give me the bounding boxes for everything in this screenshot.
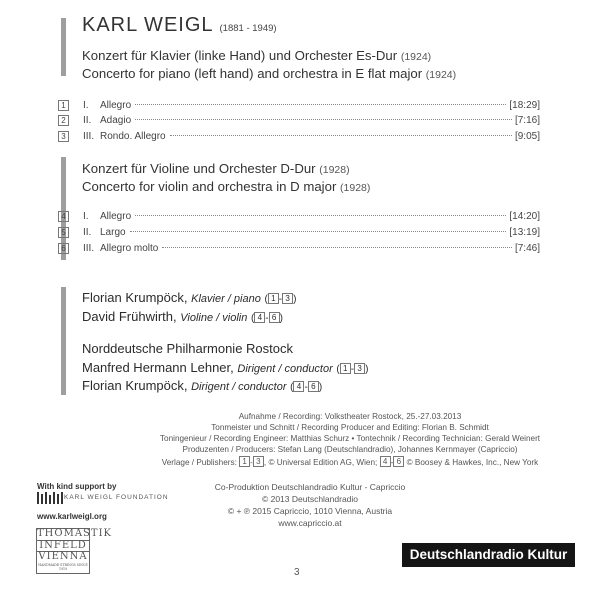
work2-title-en: Concerto for violin and orchestra in D major (1928) <box>82 179 371 194</box>
track-ref-start: 4 <box>380 456 391 467</box>
leader-dots <box>135 214 506 216</box>
leader-dots <box>135 103 506 105</box>
thomastik-logo: THOMASTIK INFELD VIENNA HANDMADE STRINGS SINCE 1919 <box>36 528 90 574</box>
track-ref-start: 1 <box>268 293 279 304</box>
performer-name: Florian Krumpöck <box>82 378 184 393</box>
performer-role: Dirigent / conductor <box>237 363 333 375</box>
leader-dots <box>135 118 512 120</box>
track-duration: [13:19] <box>509 227 540 238</box>
foundation-url: www.karlweigl.org <box>37 512 107 521</box>
track-ref-start: 1 <box>239 456 250 467</box>
track-duration: [18:29] <box>509 100 540 111</box>
credit-publishers: Verlage / Publishers: 1 - 3 , © Universal Edition AG, Wien; 4 - 6 © Boosey & Hawkes, Inc., New York <box>161 457 539 467</box>
leader-dots <box>130 230 507 232</box>
track-ref-end: 3 <box>354 363 365 374</box>
coproduction-line: Co-Produktion Deutschlandradio Kultur - Capriccio <box>214 482 406 492</box>
soloist-line: David Frühwirth, Violine / violin ( 4 - 6 ) <box>82 309 283 324</box>
phonogram-line: © + ℗ 2015 Capriccio, 1010 Vienna, Austria <box>227 506 393 516</box>
track-number: 6 <box>58 243 69 254</box>
track-ref-end: 6 <box>269 312 280 323</box>
composer-years: (1881 - 1949) <box>219 23 277 34</box>
track-duration: [7:46] <box>514 243 540 254</box>
performer-name: Manfred Hermann Lehner <box>82 360 231 375</box>
track-number: 1 <box>58 100 69 111</box>
track-movement: III. <box>83 243 95 254</box>
track-number: 4 <box>58 211 69 222</box>
track-duration: [7:16] <box>514 115 540 126</box>
track-duration: [14:20] <box>509 211 540 222</box>
track-row <box>58 100 540 114</box>
support-label: With kind support by <box>37 482 117 491</box>
leader-dots <box>162 246 512 248</box>
performers-bar <box>61 287 66 395</box>
track-ref-start: 1 <box>340 363 351 374</box>
foundation-logo-icon <box>37 492 63 504</box>
performer-role: Violine / violin <box>180 312 248 324</box>
track-ref-end: 3 <box>253 456 264 467</box>
track-title: Adagio <box>100 115 132 126</box>
track-number: 3 <box>58 131 69 142</box>
copyright-line: © 2013 Deutschlandradio <box>261 494 359 504</box>
track-ref-end: 6 <box>308 381 319 392</box>
performer-role: Klavier / piano <box>191 293 261 305</box>
header-bar <box>61 18 66 76</box>
broadcaster-logo: Deutschlandradio Kultur <box>402 543 575 567</box>
track-title: Allegro <box>100 211 132 222</box>
credit-recording: Aufnahme / Recording: Volkstheater Rostock, 25.-27.03.2013 <box>238 412 462 421</box>
soloist-line: Florian Krumpöck, Klavier / piano ( 1 - 3 ) <box>82 290 297 305</box>
work2-title-de: Konzert für Violine und Orchester D-Dur (1928) <box>82 161 350 176</box>
track-title: Allegro <box>100 100 132 111</box>
composer-heading <box>82 14 277 37</box>
performer-name: David Frühwirth <box>82 309 174 324</box>
track-ref-start: 4 <box>293 381 304 392</box>
conductor-line: Florian Krumpöck, Dirigent / conductor ( 4 - 6 ) <box>82 378 323 393</box>
performer-name: Florian Krumpöck <box>82 290 184 305</box>
performer-role: Dirigent / conductor <box>191 381 287 393</box>
composer-name: KARL WEIGL <box>82 14 214 36</box>
track-row <box>58 115 540 129</box>
leader-dots <box>170 134 512 136</box>
label-website: www.capriccio.at <box>278 518 342 528</box>
track-row <box>58 243 540 257</box>
orchestra-name: Norddeutsche Philharmonie Rostock <box>82 341 293 356</box>
track-duration: [9:05] <box>514 131 540 142</box>
track-movement: II. <box>83 115 92 126</box>
track-number: 2 <box>58 115 69 126</box>
track-row <box>58 227 540 241</box>
track-ref-end: 3 <box>282 293 293 304</box>
track-row <box>58 131 540 145</box>
conductor-line: Manfred Hermann Lehner, Dirigent / conductor ( 1 - 3 ) <box>82 360 369 375</box>
credit-producers: Produzenten / Producers: Stefan Lang (Deutschlandradio), Johannes Kernmayer (Capriccio) <box>182 445 518 454</box>
track-ref-start: 4 <box>254 312 265 323</box>
track-movement: I. <box>83 211 89 222</box>
credit-producer: Tonmeister und Schnitt / Recording Producer and Editing: Florian B. Schmidt <box>211 423 489 432</box>
track-movement: I. <box>83 100 89 111</box>
track-title: Rondo. Allegro <box>100 131 166 142</box>
track-movement: II. <box>83 227 92 238</box>
track-title: Allegro molto <box>100 243 159 254</box>
track-movement: III. <box>83 131 95 142</box>
work1-title-en: Concerto for piano (left hand) and orchestra in E flat major (1924) <box>82 66 457 81</box>
foundation-name: KARL WEIGL FOUNDATION <box>64 494 169 501</box>
page-number: 3 <box>294 567 300 578</box>
track-number: 5 <box>58 227 69 238</box>
track-ref-end: 6 <box>393 456 404 467</box>
track-title: Largo <box>100 227 126 238</box>
credit-engineer: Toningenieur / Recording Engineer: Matthias Schurz • Tontechnik / Recording Technician: Gerald Weinert <box>159 434 541 443</box>
work1-title-de: Konzert für Klavier (linke Hand) und Orchester Es-Dur (1924) <box>82 48 432 63</box>
track-row <box>58 211 540 225</box>
